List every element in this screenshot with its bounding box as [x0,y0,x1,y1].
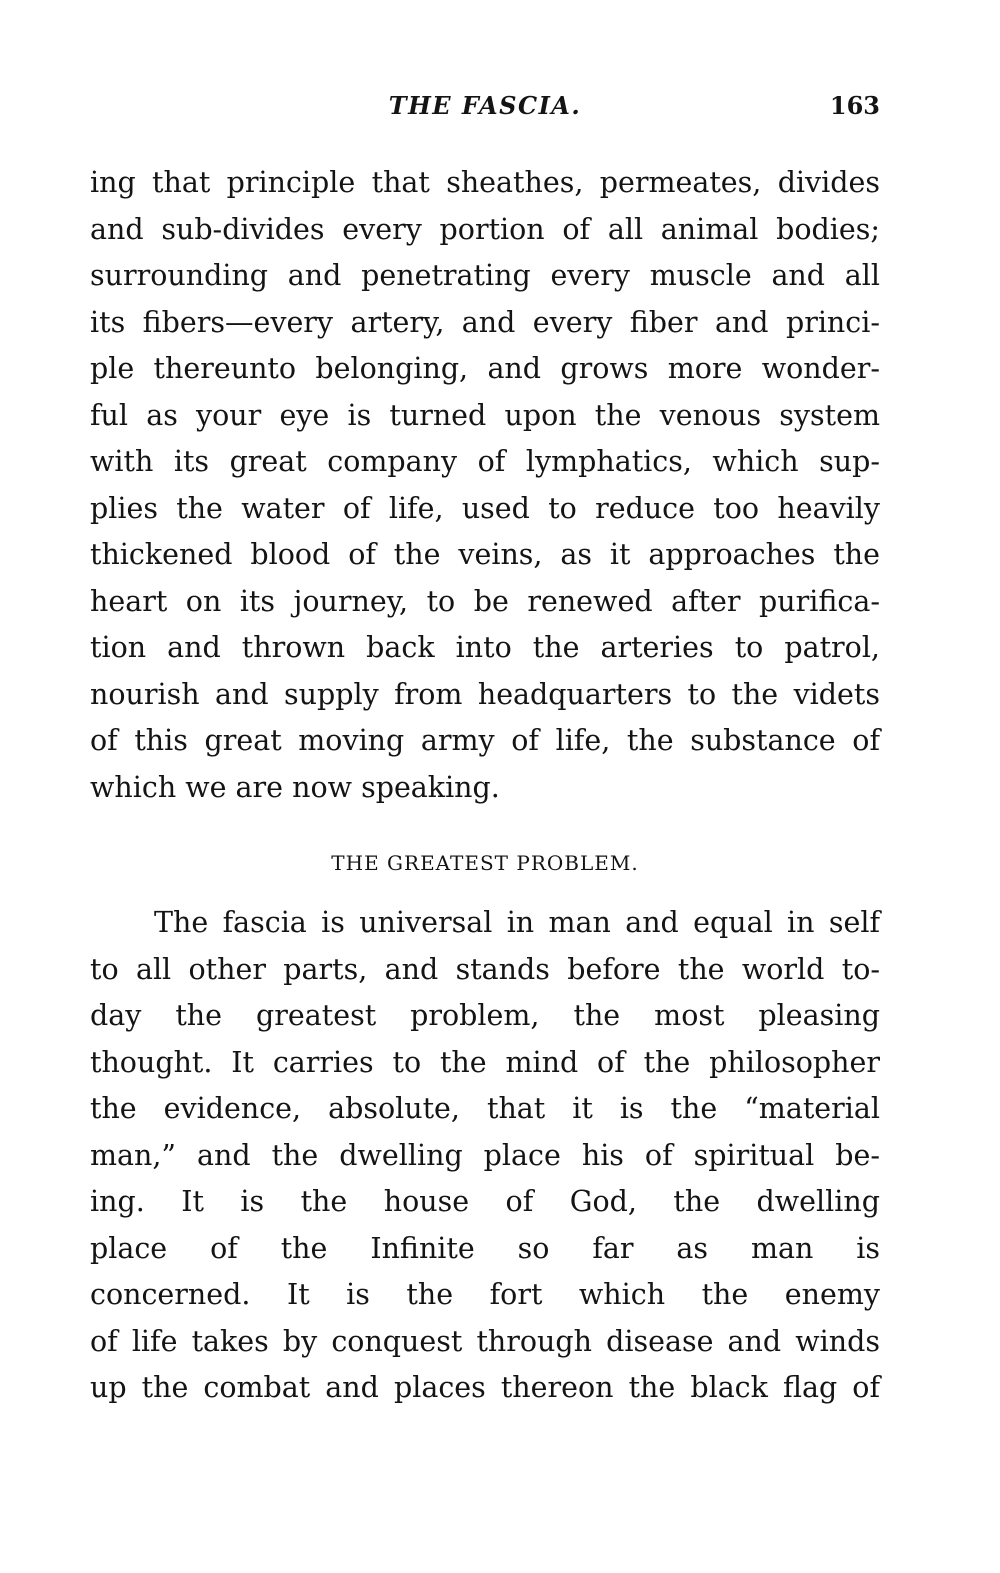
section-heading: THE GREATEST PROBLEM. [331,851,639,875]
text-line: thought. It carries to the mind of the philosopher [90,1045,880,1079]
paragraph [90,900,880,1412]
text-line: with its great company of lymphatics, which sup- [90,445,880,478]
text-line: up the combat and places thereon the black flag of [90,1371,880,1404]
text-line: nourish and supply from headquarters to the videts [90,677,880,711]
text-line: place of the Infinite so far as man is [90,1231,880,1265]
text-line: ful as your eye is turned upon the venous system [90,398,880,432]
text-line: The fascia is universal in man and equal in self [154,906,880,939]
text-line: ing that principle that sheathes, permeates, divides [90,166,880,199]
text-line: which we are now speaking. [90,770,500,804]
text-line: its fibers—every artery, and every fiber and princi- [90,305,880,339]
text-line: man,” and the dwelling place his of spiritual be- [90,1138,880,1172]
text-line: the evidence, absolute, that it is the “material [90,1092,880,1125]
paragraph-continued [90,160,880,811]
text-line: thickened blood of the veins, as it approaches the [90,538,880,571]
text-line: of life takes by conquest through disease and winds [90,1324,880,1358]
text-line: plies the water of life, used to reduce too heavily [90,491,880,525]
running-head [90,86,880,126]
text-line: and sub-divides every portion of all animal bodies; [90,212,880,246]
text-line: tion and thrown back into the arteries to patrol, [90,631,880,664]
text-line: ing. It is the house of God, the dwelling [90,1185,880,1218]
text-line: concerned. It is the fort which the enemy [90,1278,880,1311]
running-head-title: THE FASCIA. [388,91,582,120]
text-line: ple thereunto belonging, and grows more wonder- [90,352,880,385]
text-line: heart on its journey, to be renewed after purifica- [90,584,880,618]
page-number: 163 [829,91,880,120]
text-line: day the greatest problem, the most pleasing [90,999,880,1032]
text-line: to all other parts, and stands before the world to- [90,952,880,986]
text-line: of this great moving army of life, the substance of [90,724,880,757]
text-line: surrounding and penetrating every muscle and all [90,259,880,292]
